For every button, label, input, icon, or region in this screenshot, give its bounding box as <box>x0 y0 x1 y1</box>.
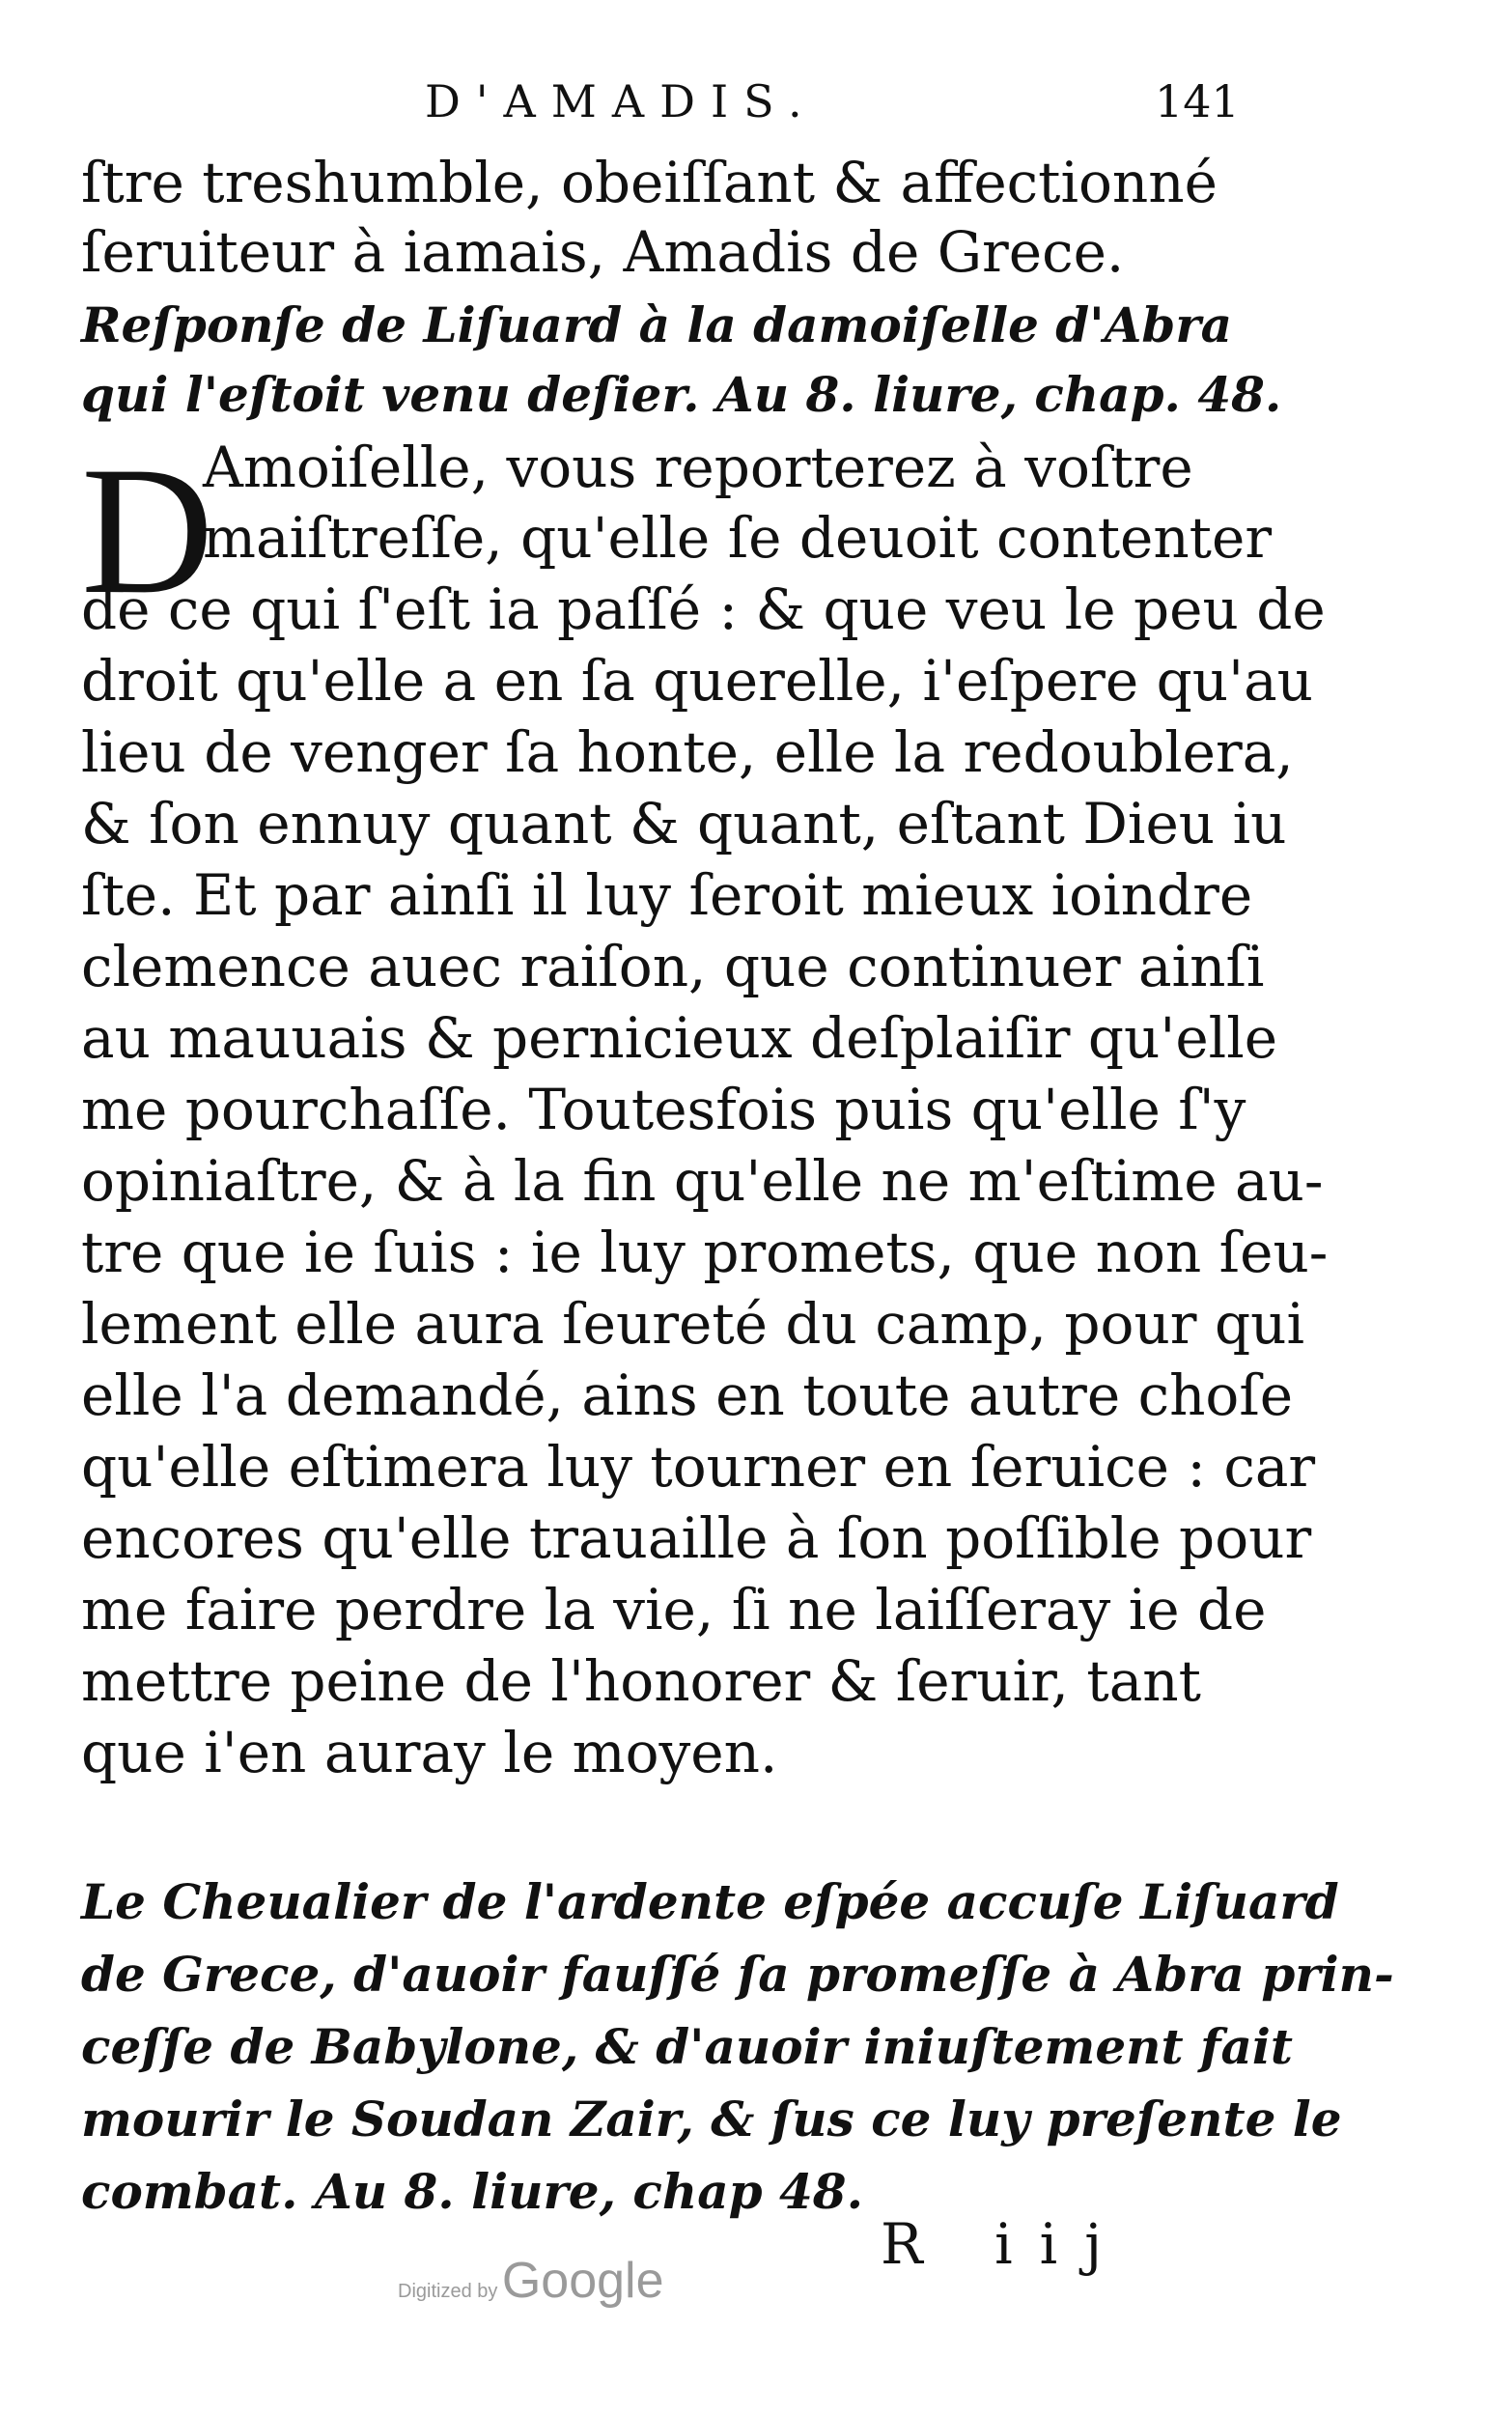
section-heading-line: mourir le Soudan Zair, & ſus ce luy preſente le <box>81 2091 1342 2147</box>
paragraph-line: de ce qui ſ'eſt ia paſſé : & que veu le peu de <box>81 576 1326 642</box>
paragraph-line: lement elle aura ſeureté du camp, pour qui <box>81 1291 1304 1357</box>
paragraph-line: que i'en auray le moyen. <box>81 1720 778 1785</box>
section-heading-line: qui l'eſtoit venu deſier. Au 8. liure, chap. 48. <box>81 366 1282 423</box>
drop-cap: D <box>81 430 214 632</box>
text-line: ſtre treshumble, obeiſſant & affectionné <box>81 150 1218 215</box>
section-heading-line: Le Cheualier de l'ardente eſpée accuſe Liſuard <box>81 1873 1339 1930</box>
section-heading-line: de Grece, d'auoir fauſſé ſa promeſſe à Abra prin- <box>81 1946 1394 2003</box>
paragraph-line: clemence auec raiſon, que continuer ainſi <box>81 934 1265 999</box>
watermark-prefix: Digitized by <box>398 2281 498 2302</box>
paragraph-line: mettre peine de l'honorer & ſeruir, tant <box>81 1648 1201 1714</box>
paragraph-line: au mauuais & pernicieux deſplaiſir qu'elle <box>81 1005 1278 1071</box>
paragraph-line: encores qu'elle trauaille à ſon poſſible pour <box>81 1505 1312 1571</box>
digitized-watermark <box>398 2252 664 2310</box>
paragraph-line: me pourchaſſe. Toutesfois puis qu'elle ſ'y <box>81 1077 1246 1142</box>
signature-mark: R iij <box>881 2211 1130 2277</box>
text-line: ſeruiteur à iamais, Amadis de Grece. <box>81 219 1125 285</box>
paragraph-line: Amoiſelle, vous reporterez à voſtre <box>203 435 1193 500</box>
paragraph-line: me faire perdre la vie, ſi ne laiſſeray ie de <box>81 1577 1267 1642</box>
section-heading-line: ceſſe de Babylone, & d'auoir iniuſtement fait <box>81 2018 1294 2075</box>
paragraph-line: tre que ie ſuis : ie luy promets, que non ſeu- <box>81 1220 1329 1285</box>
section-heading-line: combat. Au 8. liure, chap 48. <box>81 2163 863 2220</box>
page-number: 141 <box>1155 75 1240 127</box>
running-head: D'AMADIS. <box>425 75 818 127</box>
paragraph-line: maiſtreſſe, qu'elle ſe deuoit contenter <box>203 505 1273 571</box>
paragraph-line: opiniaſtre, & à la fin qu'elle ne m'eſtime au- <box>81 1148 1324 1214</box>
paragraph-line: elle l'a demandé, ains en toute autre choſe <box>81 1362 1294 1428</box>
paragraph-line: ſte. Et par ainſi il luy ſeroit mieux ioindre <box>81 862 1253 928</box>
paragraph-line: & ſon ennuy quant & quant, eſtant Dieu iu <box>81 791 1287 856</box>
paragraph-line: lieu de venger ſa honte, elle la redoublera, <box>81 719 1294 785</box>
watermark-brand: Google <box>501 2253 664 2309</box>
paragraph-line: droit qu'elle a en ſa querelle, i'eſpere qu'au <box>81 648 1314 714</box>
section-heading-line: Reſponſe de Liſuard à la damoiſelle d'Abra <box>81 296 1233 353</box>
paragraph-line: qu'elle eſtimera luy tourner en ſeruice : car <box>81 1434 1316 1500</box>
